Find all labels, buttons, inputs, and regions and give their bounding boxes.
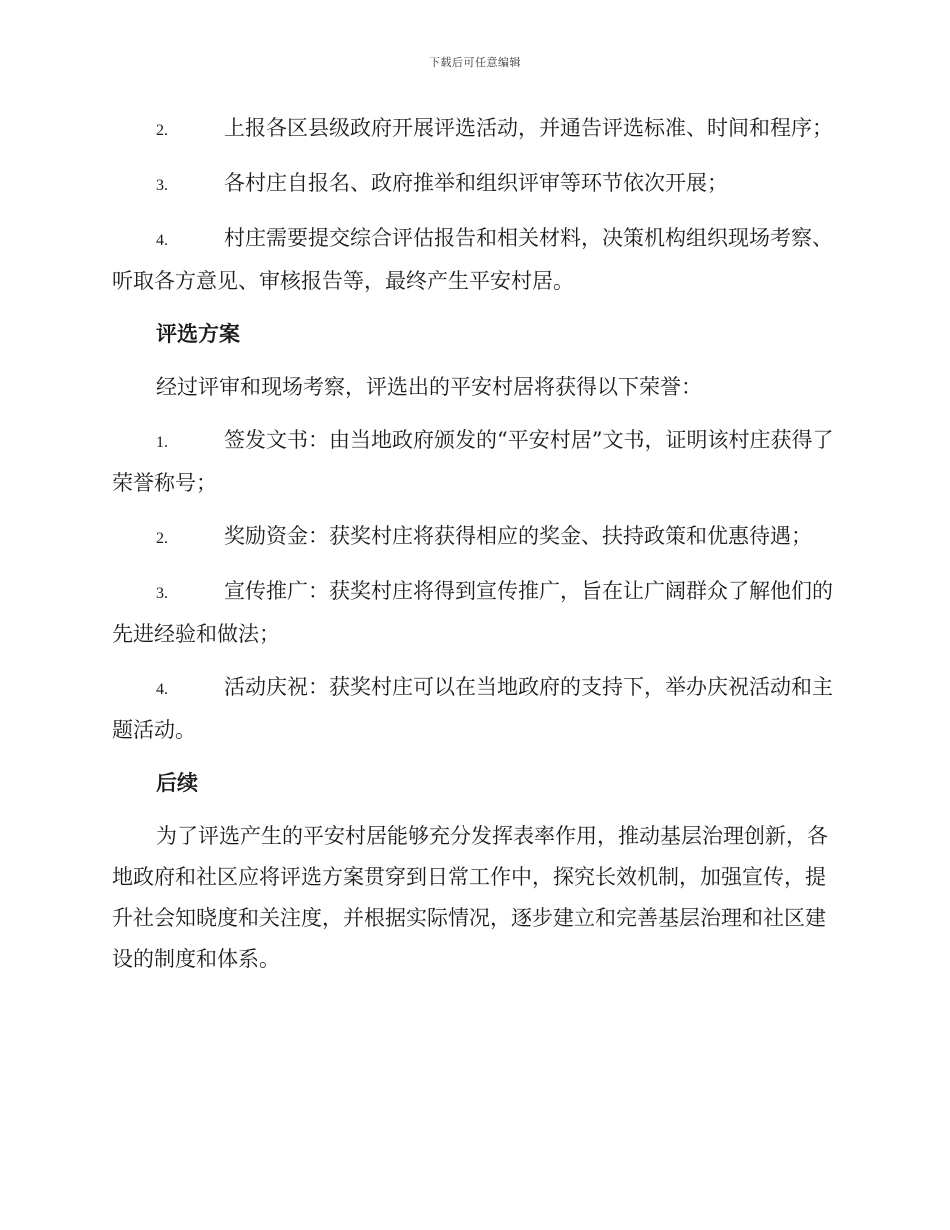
list-item-text: 宣传推广：获奖村庄将得到宣传推广，旨在让广阔群众了解他们的先进经验和做法； [112, 579, 833, 646]
list-item-text: 村庄需要提交综合评估报告和相关材料，决策机构组织现场考察、听取各方意见、审核报告等，最终产生平安村居。 [112, 226, 833, 293]
list-item-number: 3. [156, 585, 168, 602]
list-item-text: 奖励资金：获奖村庄将获得相应的奖金、扶持政策和优惠待遇； [224, 524, 812, 548]
list-item-number: 2. [156, 530, 168, 547]
section-heading-scheme: 评选方案 [156, 322, 240, 346]
list-item-text: 上报各区县级政府开展评选活动，并通告评选标准、时间和程序； [224, 116, 833, 140]
list-item [112, 218, 836, 302]
list-item-text: 签发文书：由当地政府颁发的“平安村居”文书，证明该村庄获得了荣誉称号； [112, 428, 834, 495]
list-item-text: 活动庆祝：获奖村庄可以在当地政府的支持下，举办庆祝活动和主题活动。 [112, 675, 833, 742]
list-item-number: 4. [156, 681, 168, 698]
list-item-number: 2. [156, 122, 168, 139]
list-item-number: 1. [156, 434, 168, 451]
list-item [112, 516, 836, 559]
document-body [112, 108, 836, 992]
list-item [112, 571, 836, 655]
list-item [112, 667, 836, 751]
list-item-number: 4. [156, 232, 168, 249]
list-item-text: 各村庄自报名、政府推举和组织评审等环节依次开展； [224, 171, 728, 195]
list-item [112, 108, 836, 151]
list-item-number: 3. [156, 177, 168, 194]
list-item [112, 163, 836, 206]
header-note: 下载后可任意编辑 [429, 56, 521, 69]
section-intro: 经过评审和现场考察，评选出的平安村居将获得以下荣誉： [156, 375, 702, 399]
list-item [112, 420, 836, 504]
section-heading-followup: 后续 [156, 771, 198, 795]
followup-paragraph: 为了评选产生的平安村居能够充分发挥表率作用，推动基层治理创新，各地政府和社区应将评选方案贯穿到日常工作中，探究长效机制，加强宣传，提升社会知晓度和关注度，并根据实际情况，逐步建立和完善基层治理和社区建设的制度和体系。 [112, 824, 828, 971]
